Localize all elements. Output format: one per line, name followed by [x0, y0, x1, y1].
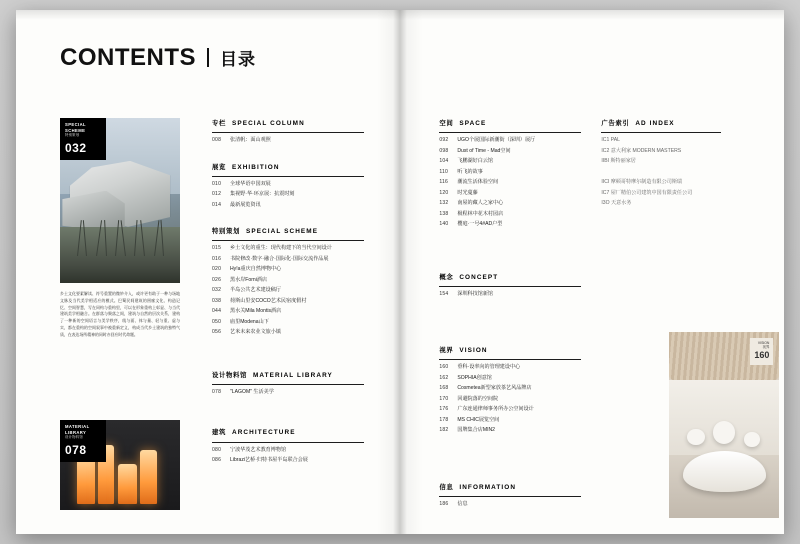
entry-title: 回避院落的空间院: [457, 395, 499, 402]
entry-page: 092: [439, 137, 449, 144]
entry-title: 国牌集合店MIN2: [457, 427, 495, 434]
bathroom-photo-tag: [750, 338, 773, 365]
photo-object-2: [713, 421, 735, 443]
material-library-photo: [60, 420, 180, 510]
toc-entry[interactable]: [439, 137, 581, 145]
entry-title: IC2 意大利家 MODERN MASTERS: [601, 147, 682, 154]
toc-column-4: [601, 118, 721, 211]
ad-index-entry[interactable]: [601, 200, 721, 208]
section-header-ad-index: [601, 118, 721, 133]
architecture-photo-caption: 乡土文化要素解读、符号重置的微妙介入，或许更有助于一种与场地文脉及当代美学相适应的模式。巴蜀民间建筑的围廊文化、构造记忆、空间智慧，写在同构与重构里，可以在形象重构上彰显、与当代建筑美学相融合。在群落与聚落之间，建筑与自然的层次关系，建构了一种新的空间语言与美学秩序，线与面、体与量、轻与重、虚与实，都在重构的空间叙事中被重新定义，构成当代乡土建筑的独特气质，在表达场所精神的同时亦回应时代命题。: [60, 291, 180, 337]
toc-entry[interactable]: [212, 191, 364, 199]
entry-page: 008: [212, 137, 222, 144]
entry-title: IC1 PAL: [601, 137, 620, 144]
entry-title: [601, 169, 721, 177]
section-title-cn: 概念: [439, 273, 454, 281]
toc-entry[interactable]: [212, 137, 364, 145]
entry-page: 176: [439, 406, 449, 413]
toc-entry[interactable]: [439, 396, 581, 404]
entry-page: 050: [212, 318, 222, 325]
toc-entry[interactable]: [439, 221, 581, 229]
ad-index-entry[interactable]: [601, 148, 721, 156]
material-photo-tag: [60, 420, 106, 462]
section-header-architecture: [212, 427, 364, 442]
title-divider: [207, 48, 209, 67]
photo-stilts: [60, 220, 180, 256]
entry-title: 垂科·设率向的管理建设中心: [457, 364, 521, 371]
bathroom-tag-cn: 视界: [762, 345, 770, 350]
toc-entry[interactable]: [439, 406, 581, 414]
toc-entry[interactable]: [439, 501, 581, 509]
entry-page: 038: [212, 297, 222, 304]
section-title-cn: 广告索引: [601, 120, 630, 127]
entry-title: 黑水关Mila Montis酒店: [230, 308, 282, 315]
toc-entry[interactable]: [439, 291, 581, 299]
entry-page: 012: [212, 191, 222, 198]
section-title-en: SPECIAL COLUMN: [231, 120, 305, 127]
toc-entry[interactable]: [212, 202, 364, 210]
entry-page: 010: [212, 180, 222, 187]
section-title-en: CONCEPT: [459, 273, 499, 281]
entry-page: 104: [439, 158, 449, 165]
spacer: [212, 399, 364, 427]
entry-page: 110: [439, 168, 449, 175]
section-header-special-column: [212, 118, 364, 133]
entry-title: IICI 摩顿哥特摩尔制造有限公司斯瑞: [601, 179, 683, 186]
section-header-vision: [439, 345, 581, 360]
photo-wall: [669, 380, 779, 458]
section-title-en: ARCHITECTURE: [231, 429, 296, 437]
entry-title: Hy!a重庆自然博物中心: [230, 266, 282, 273]
entry-title: 听飞的故事: [457, 168, 483, 175]
toc-entry[interactable]: [439, 179, 581, 187]
section-title-en: EXHIBITION: [231, 163, 280, 171]
toc-entry[interactable]: [212, 389, 364, 397]
toc-entry[interactable]: [439, 385, 581, 393]
section-title-en: VISION: [459, 347, 488, 355]
left-page: [16, 10, 415, 534]
section-title-en: MATERIAL LIBRARY: [252, 371, 333, 379]
bathroom-tag-number: 160: [754, 349, 770, 360]
toc-entry[interactable]: [212, 256, 364, 264]
section-header-space: [439, 118, 581, 133]
toc-entry[interactable]: [439, 158, 581, 166]
spacer: [212, 212, 364, 226]
entry-title: 书院修改·数字·融合·国际化·国际交流作品展: [230, 255, 329, 262]
ad-index-entry[interactable]: [601, 179, 721, 187]
entry-title: 信息: [457, 500, 468, 507]
page-title-cn: 目录: [220, 50, 256, 69]
toc-entry[interactable]: [212, 319, 364, 327]
right-page: [415, 10, 784, 534]
entry-title: 极程林中花木村园店: [457, 210, 504, 217]
entry-page: 056: [212, 329, 222, 336]
toc-entry[interactable]: [212, 308, 364, 316]
page-shadow: [16, 10, 415, 20]
entry-title: SOPHIA创意馆: [457, 374, 492, 381]
spacer: [212, 148, 364, 162]
bathroom-photo: [669, 332, 779, 518]
entry-page: 080: [212, 446, 222, 453]
magazine-spread: [16, 10, 784, 534]
entry-page: 154: [439, 290, 449, 297]
entry-page: 098: [439, 147, 449, 154]
bathroom-tag-en: VISION: [757, 341, 770, 345]
toc-entry[interactable]: [439, 169, 581, 177]
entry-page: 016: [212, 255, 222, 262]
entry-title: IC7 屋厂精伯公司建筑中国有限责任公司: [601, 189, 693, 196]
photo-tag-cn: 特别策划: [65, 133, 80, 138]
entry-title: 时光蔓藤: [457, 189, 478, 196]
toc-entry[interactable]: [212, 447, 364, 455]
entry-title: 艺米未来农业文旅小镇: [230, 329, 281, 336]
entry-title: 广东连通律师事务所办公空间设计: [457, 406, 534, 413]
entry-title: 张清帆：面山观照: [230, 137, 271, 144]
entry-title: IIBI 斯特丽家居: [601, 158, 636, 165]
entry-title: 潮流生活体验空间: [457, 179, 499, 186]
entry-title: 黑水岸Forni酒店: [230, 276, 268, 283]
material-photo-tag-en: MATERIAL LIBRARY: [65, 424, 90, 435]
entry-page: 182: [439, 427, 449, 434]
entry-page: 026: [212, 276, 222, 283]
material-photo-tag-cn: 设计物料馆: [65, 435, 83, 440]
material-photo-tag-number: 078: [65, 442, 87, 457]
section-header-material-library: [212, 370, 364, 385]
toc-entry[interactable]: [212, 287, 364, 295]
entry-page: 138: [439, 210, 449, 217]
section-title-en: SPECIAL SCHEME: [245, 228, 319, 236]
section-header-concept: [439, 272, 581, 287]
entry-title: MS CHIC展览空间: [457, 416, 500, 423]
entry-page: 186: [439, 500, 449, 507]
toc-entry[interactable]: [439, 211, 581, 219]
ad-index-entry: [601, 169, 721, 177]
toc-entry[interactable]: [439, 364, 581, 372]
entry-page: 014: [212, 201, 222, 208]
entry-page: 120: [439, 189, 449, 196]
section-title-en: AD INDEX: [635, 120, 675, 127]
page-title: [60, 44, 256, 72]
entry-title: 飞鹏湖好白云馆: [457, 158, 494, 165]
toc-entry[interactable]: [212, 181, 364, 189]
section-title-cn: 空间: [439, 120, 454, 127]
entry-page: 178: [439, 416, 449, 423]
entry-title: 庙里Modena山下: [230, 318, 269, 325]
entry-title: 最新展览资讯: [230, 201, 261, 208]
entry-title: I3O 天意水务: [601, 200, 632, 207]
entry-page: 015: [212, 245, 222, 252]
toc-entry[interactable]: [212, 277, 364, 285]
page-title-en: CONTENTS: [60, 44, 196, 71]
toc-entry[interactable]: [439, 375, 581, 383]
ad-index-entry[interactable]: [601, 190, 721, 198]
photo-object-3: [744, 432, 759, 447]
entry-title: Librazi艺桥·归特书屋半岛联合会展: [230, 457, 308, 464]
section-title-cn: 信息: [439, 483, 454, 491]
section-title-cn: 建筑: [212, 429, 226, 437]
page-shadow: [415, 10, 784, 20]
entry-title: 深圳科技馆新馆: [457, 290, 494, 297]
section-title-en: SPACE: [459, 120, 487, 127]
photo-tag: [60, 118, 106, 160]
toc-entry[interactable]: [439, 148, 581, 156]
section-header-exhibition: [212, 162, 364, 177]
entry-page: 162: [439, 374, 449, 381]
entry-page: 086: [212, 457, 222, 464]
lamp-1: [77, 455, 95, 504]
photo-tag-en: SPECIAL SCHEME: [65, 122, 86, 133]
ad-index-entry[interactable]: [601, 137, 721, 145]
entry-title: 樱庭·一号4#AD户型: [457, 221, 503, 228]
section-title-cn: 展览: [212, 163, 226, 171]
section-title-cn: 设计物料馆: [212, 371, 247, 379]
toc-entry[interactable]: [439, 190, 581, 198]
entry-page: 168: [439, 385, 449, 392]
photo-basin: [683, 451, 767, 492]
entry-page: 160: [439, 364, 449, 371]
architecture-photo: [60, 118, 180, 283]
section-title-cn: 视界: [439, 347, 454, 355]
entry-title: 半岛公共艺术建设稿厅: [230, 287, 281, 294]
spacer: [439, 438, 581, 482]
toc-entry[interactable]: [212, 298, 364, 306]
toc-entry[interactable]: [439, 427, 581, 435]
toc-entry[interactable]: [212, 329, 364, 337]
entry-title: 南屋的藏人之家中心: [457, 200, 504, 207]
section-header-special-scheme: [212, 226, 364, 241]
toc-column-2: [212, 118, 364, 468]
ad-index-entry[interactable]: [601, 158, 721, 166]
entry-title: 荷斯山里安COCO艺术民宿度假村: [230, 297, 307, 304]
entry-page: 044: [212, 308, 222, 315]
spacer: [212, 340, 364, 370]
entry-title: 宁波华茂艺术教育博物馆: [230, 446, 287, 453]
entry-title: "LAGOM" 生活美学: [230, 388, 274, 395]
lamp-3: [118, 464, 137, 504]
toc-entry[interactable]: [212, 245, 364, 253]
entry-title: Cosmetea新型家放茶艺风品牌店: [457, 385, 532, 392]
entry-title: 集视野·华·环京展：抗震时刻: [230, 191, 295, 198]
entry-title: 乡土文化的重生：现代构建下的当代空间设计: [230, 245, 332, 252]
entry-title: UGO个展国际新潮街（深圳）展厅: [457, 137, 536, 144]
toc-column-3: [439, 118, 581, 511]
photo-tag-number: 032: [65, 140, 87, 155]
entry-page: 020: [212, 266, 222, 273]
section-header-information: [439, 482, 581, 497]
entry-page: 132: [439, 200, 449, 207]
toc-entry[interactable]: [439, 200, 581, 208]
toc-entry[interactable]: [212, 266, 364, 274]
entry-page: 116: [439, 179, 449, 186]
entry-page: 032: [212, 287, 222, 294]
photo-object-1: [687, 429, 705, 446]
toc-entry[interactable]: [439, 417, 581, 425]
toc-entry[interactable]: [212, 457, 364, 465]
entry-title: Dust of Time - Mad空间: [457, 147, 511, 154]
section-title-cn: 特别策划: [212, 228, 240, 236]
lamp-4: [140, 450, 157, 504]
spacer: [439, 301, 581, 345]
section-title-cn: 专栏: [212, 120, 226, 127]
entry-page: 140: [439, 221, 449, 228]
entry-page: 170: [439, 395, 449, 402]
spacer: [439, 232, 581, 272]
entry-title: 全球华语中国双展: [230, 180, 271, 187]
section-title-en: INFORMATION: [459, 483, 517, 491]
entry-page: 078: [212, 388, 222, 395]
